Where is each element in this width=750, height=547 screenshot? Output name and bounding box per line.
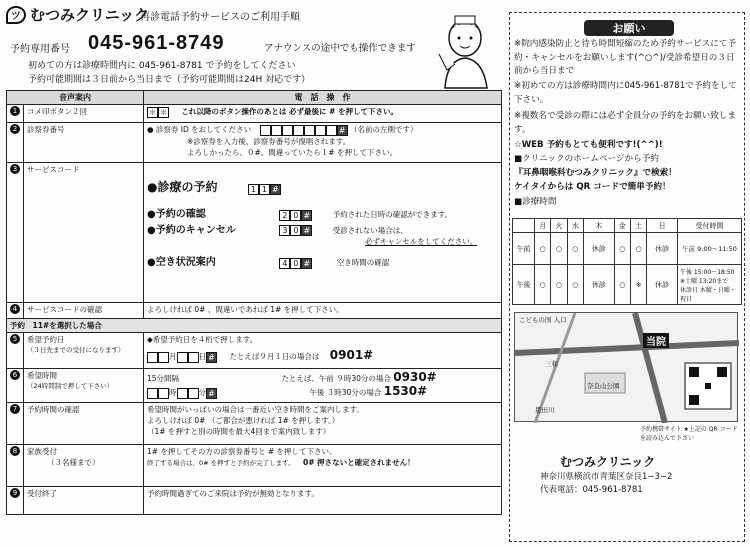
notice-line: ※院内感染防止と待ち時間短縮のため予約サービスにて予約・キャンセルをお願いします(^○^)/受診希望日の３日前から当日まで: [514, 39, 737, 76]
day-header: 日: [647, 219, 678, 233]
clinic-name-footer: むつみクリニック: [560, 455, 656, 469]
example-text: たとえば９月１日の場合は: [229, 352, 320, 361]
clinic-logo: [6, 4, 149, 25]
table-row: [7, 487, 502, 515]
closed-label: 休診: [647, 265, 678, 305]
notice-line: ※初めての方は診療時間内に045-961-8781で予約をして下さい。: [514, 81, 737, 105]
example-1: たとえば、午前 ９時30分の場合: [281, 374, 391, 383]
saturday-note: ※土曜 13:20まで: [680, 277, 729, 285]
step-label: コメ印ボタン２回: [24, 105, 144, 123]
map-label: 三和: [545, 360, 558, 368]
access-map[interactable]: [514, 312, 738, 422]
service-cancel: ●予約のキャンセル: [147, 224, 236, 236]
step-label: サービスコードの確認: [24, 303, 144, 319]
minute-label: 分: [198, 388, 206, 397]
holiday-note: 休診日 木曜・日曜・祝日: [680, 286, 736, 303]
step-op: ●診療の予約 1 1 # ●予約の確認 2 0 # 予約された日時の確認ができます。 ●予約のキャンセル 3 0 # 受診されない場合は、 必ずキャンセルをしてください。 ●空き状況案内 4 0 # 空き時間の確認: [144, 163, 502, 303]
step-op: 予約時間過ぎてのご来院は予約が無効となります。: [144, 487, 502, 515]
address-block: [540, 471, 672, 497]
op-text: これ以降のボタン操作のあとは 必ず最後に # を押して下さい。: [181, 107, 399, 116]
clinic-name-header: むつみクリニック: [30, 6, 150, 24]
map-label: こどもの国 入口: [519, 316, 567, 324]
table-row: [7, 403, 502, 445]
step-op: よろしければ 0# 、間違いであれば 1# を押して下さい。: [144, 303, 502, 319]
step-op: 15分間隔 たとえば、午前 ９時30分の場合 0930# 時 分 # 午後 ３時30分の場合 1530#: [144, 369, 502, 403]
step-label: 診察券番号: [24, 123, 144, 163]
vacancy-note: 空き時間の確認: [336, 258, 390, 267]
example-2: 午後 ３時30分の場合: [309, 388, 382, 397]
day-header: 火: [551, 219, 567, 233]
hours-table: 月 火 水 木 金 土 日 受付時間 午前 ○ ○ ○ 休診 ○ ○ 休診 午前 9:00〜11:50 午後 ○ ○ ○ 休診 ○ ※ 休診 午後 15:00〜18:50 ※土曜 13:20まで 休診日 木曜・日曜・祝日: [512, 218, 742, 305]
map-clinic-marker: 当院: [643, 333, 669, 348]
step-label: サービスコード: [24, 163, 144, 303]
section-label: 予約 11#を選択した場合: [7, 319, 502, 333]
notice-title: お願い: [584, 20, 674, 36]
op-line-1: 1# を押してその方の診察券番号と # を押して下さい。: [147, 447, 337, 456]
op-text: ◆希望予約日を４桁で押します。: [147, 335, 258, 344]
op-line-1: 希望時間がいっぱいの場合は一番近い空き時間をご案内します。: [147, 405, 364, 414]
am-time: 午前 9:00〜11:50: [678, 233, 742, 265]
table-row: [7, 445, 502, 487]
op-text: ● 診察券 ID をおしてください: [147, 125, 252, 134]
main-phone: 代表電話：045-961-8781: [540, 485, 643, 495]
section-row: [7, 319, 502, 333]
cancel-note: 受診されない場合は、: [332, 225, 408, 235]
step-number: 1: [10, 106, 20, 116]
closed-label: 休診: [647, 233, 678, 265]
month-label: 月: [169, 352, 177, 361]
day-label: 日: [198, 352, 206, 361]
col-voice-header: 音声案内: [7, 91, 144, 105]
op-line-2: よろしければ 0# （ご都合が悪ければ 1# を押します。）: [147, 416, 340, 425]
phone-note: アナウンスの途中でも操作できます: [264, 43, 416, 54]
example-1-value: 0930#: [393, 370, 437, 384]
step-number: 7: [10, 404, 20, 414]
hour-label: 時: [169, 388, 177, 397]
service-confirm: ●予約の確認: [147, 209, 206, 220]
step-number: 9: [10, 488, 20, 498]
table-row: [7, 303, 502, 319]
procedure-table: [6, 90, 502, 515]
step-op: ● 診察券 ID をおしてください # （名前の左側です） ※診察券を入力後、診察券番号が復唱されます。 よろしかったら、０#、間違っていたら１# を押して下さい。: [144, 123, 502, 163]
closed-label: 休診: [583, 265, 614, 305]
search-hint[interactable]: 『耳鼻咽喉科むつみクリニック』で検索！: [514, 168, 677, 178]
op-line-3: 0# 押さないと確定されません！: [303, 458, 415, 467]
step-number: 2: [10, 124, 20, 134]
table-row: [7, 369, 502, 403]
logo-mark-icon: ツ: [6, 6, 26, 24]
step-op: ＊ ＊ これ以降のボタン操作のあとは 必ず最後に # を押して下さい。: [144, 105, 502, 123]
step-sub: （３名様まで）: [47, 458, 100, 467]
step-label: 予約時間の確認: [24, 403, 144, 445]
service-main: ●診療の予約: [147, 180, 218, 194]
op-sub: ※診察券を入力後、診察券番号が復唱されます。: [187, 136, 351, 146]
hours-title: ■診療時間: [514, 197, 557, 207]
nurse-illustration-icon: [425, 10, 505, 90]
table-row: [7, 163, 502, 303]
page-title: 再診電話予約サービスのご利用手順: [140, 12, 300, 23]
day-header: 月: [535, 219, 551, 233]
web-reservation: ☆WEB 予約もとても便利です!(^^)!: [514, 140, 663, 150]
pm-time: 午後 15:00〜18:50: [680, 268, 735, 276]
address: 神奈川県横浜市青葉区奈良1−3−2: [540, 472, 673, 482]
day-header: 金: [614, 219, 630, 233]
step-label: [24, 369, 144, 403]
step-number: 3: [10, 164, 20, 174]
step-sub: （24時間制で押して下さい）: [27, 382, 114, 390]
step-number: 4: [10, 304, 20, 314]
phone-label: 予約専用番号: [10, 44, 70, 55]
op-note: （名前の左側です）: [349, 125, 418, 134]
notice-line: ※複数名で受診の際には必ず全員分の予約をお願い致します。: [514, 111, 737, 135]
am-label: 午前: [513, 233, 535, 265]
closed-label: 休診: [583, 233, 614, 265]
intro-line-1: 初めての方は診療時間内に 045-961-8781 で予約をしてください: [28, 61, 296, 71]
map-label: 恩田川: [535, 406, 555, 414]
intro-line-2: 予約可能期間は３日前から当日まで（予約可能期間は24H 対応です）: [28, 75, 311, 85]
col-ops-header: 電 話 操 作: [144, 91, 502, 105]
op-text: 15分間隔: [147, 374, 180, 383]
step-title: 希望時間: [27, 371, 57, 380]
step-number: 5: [10, 334, 20, 344]
table-row: [7, 333, 502, 369]
step-label: 受付終了: [24, 487, 144, 515]
step-op: ◆希望予約日を４桁で押します。 月 日 # たとえば９月１日の場合は 0901#: [144, 333, 502, 369]
day-header: 土: [630, 219, 646, 233]
step-number: 6: [10, 370, 20, 380]
table-row: [7, 123, 502, 163]
qr-note: 予約携帯サイト ★上記の QR コードを読み込んで下さい: [640, 426, 738, 442]
step-sub: （３日先までの受付になります）: [27, 346, 125, 354]
step-title: 家族受付: [27, 447, 57, 456]
example-2-value: 1530#: [383, 384, 428, 398]
table-row: [7, 105, 502, 123]
example-value: 0901#: [329, 348, 374, 362]
step-label: [24, 445, 144, 487]
pm-label: 午後: [513, 265, 535, 305]
op-line-3: （1# を押すと別の時間を最大4回まで案内致します）: [147, 427, 331, 436]
cancel-note-2: 必ずキャンセルをしてください。: [365, 237, 478, 246]
step-op: [144, 403, 502, 445]
day-header: 水: [567, 219, 583, 233]
map-label: 奈良山公園: [587, 382, 620, 390]
step-number: 8: [10, 446, 20, 456]
step-op: [144, 445, 502, 487]
op-sub: よろしかったら、０#、間違っていたら１# を押して下さい。: [187, 147, 397, 157]
step-label: [24, 333, 144, 369]
op-line-2: 終了する場合は、0# を押すと予約が完了します。: [147, 459, 295, 467]
service-vacancy: ●空き状況案内: [147, 257, 216, 268]
day-header: 木: [583, 219, 614, 233]
step-title: 希望予約日: [27, 335, 65, 344]
phone-number[interactable]: 045-961-8749: [88, 32, 225, 54]
qr-hint: ケイタイからは QR コードで簡単予約！: [514, 182, 671, 192]
time-header: 受付時間: [678, 219, 742, 233]
notice-line: ■クリニックのホームページから予約: [514, 154, 659, 164]
confirm-note: 予約された日時の確認ができます。: [332, 210, 453, 219]
